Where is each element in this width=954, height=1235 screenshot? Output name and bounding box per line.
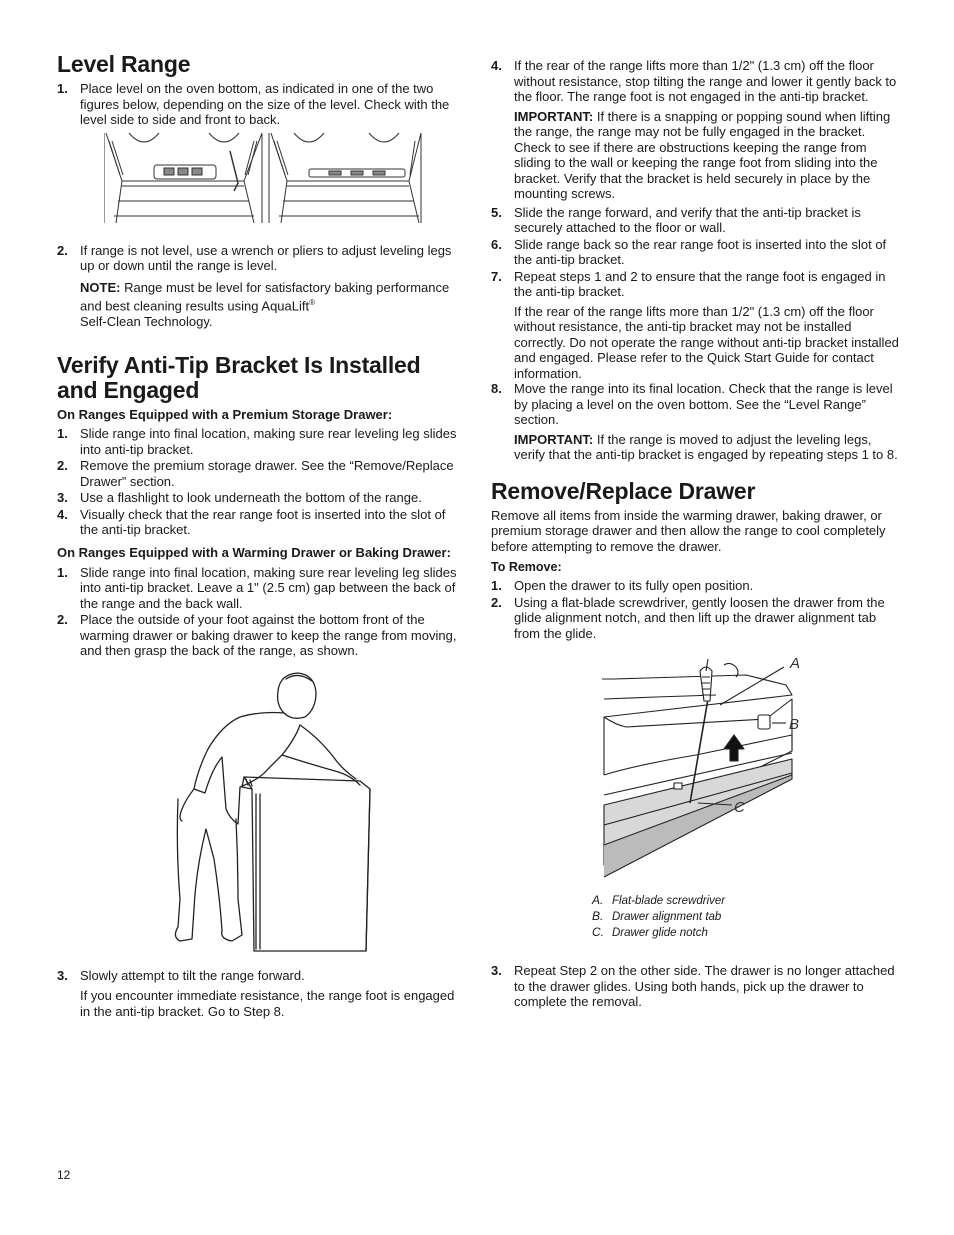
right-column: [491, 58, 901, 1011]
label-c: C: [734, 799, 745, 816]
premium-step-3: 3. Use a flashlight to look underneath the bottom of the range.: [57, 490, 422, 506]
legend-item-b: B. Drawer alignment tab: [592, 909, 722, 923]
label-b: B: [789, 716, 800, 733]
remove-step-2: 2. Using a flat-blade screwdriver, gently loosen the drawer from the glide alignment notch, and then lift up the drawer alignment tab from the glide.: [491, 594, 885, 641]
torso-outline: [194, 712, 300, 824]
tilt-step-7-note: If the rear of the range lifts more than 1/2" (1.3 cm) off the floor without resistance, the anti-tip bracket may not be installed correctly. Do not operate the range without anti-tip bracket installed and engaged. Please refer to the Quick Start Guide for contact information.: [514, 303, 899, 381]
tilt-step-7: 7. Repeat steps 1 and 2 to ensure that the range foot is engaged in the anti-tip bracket.: [491, 268, 886, 299]
oven-level-figures: [104, 131, 424, 231]
tilt-step-8: 8. Move the range into its final location. Check that the range is level by placing a level on the oven bottom. See the “Level Range” section.: [491, 381, 893, 427]
oven-level-figure-large: [269, 133, 421, 223]
premium-drawer-heading: On Ranges Equipped with a Premium Storage Drawer:: [57, 407, 393, 423]
premium-step-1: 1. Slide range into final location, making sure rear leveling leg slides into anti-tip bracket.: [57, 426, 457, 457]
important-note-2: IMPORTANT: If the range is moved to adjust the leveling legs, verify that the anti-tip bracket is engaged by repeating steps 1 to 8.: [514, 431, 898, 462]
remove-drawer-intro: Remove all items from inside the warming drawer, baking drawer, or premium storage drawer and then allow the range to cool completely before attempting to remove the drawer.: [491, 507, 886, 554]
remove-step-1: 1. Open the drawer to its fully open position.: [491, 578, 754, 593]
figure-legend: [592, 893, 901, 941]
page-number: 12: [57, 1168, 71, 1182]
drawer-removal-illustration: [596, 655, 826, 885]
warming-drawer-heading: On Ranges Equipped with a Warming Drawer or Baking Drawer:: [57, 544, 451, 560]
premium-step-2: 2. Remove the premium storage drawer. See the “Remove/Replace Drawer” section.: [57, 458, 454, 489]
legend-item-c: C. Drawer glide notch: [592, 925, 708, 939]
remove-drawer-heading: Remove/Replace Drawer: [491, 477, 756, 504]
tilt-step-5: 5. Slide the range forward, and verify that the anti-tip bracket is securely attached to the floor or wall.: [491, 204, 861, 235]
premium-step-4: 4. Visually check that the rear range foot is inserted into the slot of the anti-tip bracket.: [57, 506, 446, 538]
warming-step-1: 1. Slide range into final location, making sure rear leveling leg slides into anti-tip bracket. Leave a 1" (2.5 cm) gap between the back of the range and the back wall.: [57, 564, 457, 611]
level-range-heading: Level Range: [57, 51, 191, 77]
tilt-step-3-note: If you encounter immediate resistance, the range foot is engaged in the anti-tip bracket. Go to Step 8.: [80, 988, 455, 1019]
to-remove-heading: To Remove:: [491, 560, 562, 574]
legend-item-a: A. Flat-blade screwdriver: [592, 893, 726, 907]
level-note: NOTE: Range must be level for satisfactory baking performance and best cleaning results using AquaLift® Self-Clean Technology.: [80, 279, 450, 329]
anti-tip-heading: Verify Anti-Tip Bracket Is Installed and Engaged: [57, 352, 421, 404]
up-arrow: [724, 735, 744, 761]
range-outline: [244, 777, 370, 951]
oven-level-figure-small: [104, 133, 262, 223]
left-column: [57, 52, 457, 1019]
level-step-1: 1. Place level on the oven bottom, as indicated in one of the two figures below, depending on the size of the level. Check with the level side to side and front to back.: [57, 81, 450, 127]
tilt-step-3: 3. Slowly attempt to tilt the range forward.: [57, 967, 305, 983]
alignment-tab-shape: [758, 715, 770, 729]
important-note-1: IMPORTANT: If there is a snapping or popping sound when lifting the range, the range may not be fully engaged in the bracket. Check to see if there are obstructions keeping the range from sliding to the wall or keeping the range foot from sliding into the bracket. Verify that the bracket is held securely in place by the mounting screws.: [514, 108, 891, 201]
label-a: A: [790, 655, 801, 672]
tilt-step-6: 6. Slide range back so the rear range foot is inserted into the slot of the anti-tip bracket.: [491, 236, 887, 267]
legs-outline: [175, 799, 242, 941]
remove-step-3: 3. Repeat Step 2 on the other side. The drawer is no longer attached to the drawer glides. Using both hands, pick up the drawer to complete the removal.: [491, 963, 895, 1009]
warming-step-2: 2. Place the outside of your foot against the bottom front of the warming drawer or baking drawer to keep the range from moving, and then grasp the back of the range, as shown.: [57, 612, 457, 659]
person-tilting-range-illustration: [160, 669, 380, 954]
level-step-2: 2. If range is not level, use a wrench or pliers to adjust leveling legs up or down until the range is level.: [57, 242, 452, 273]
tilt-step-4: 4. If the rear of the range lifts more than 1/2" (1.3 cm) off the floor without resistance, stop tilting the range and lower it gently back to the floor. The range foot is not engaged in the anti-tip bracket.: [491, 58, 897, 104]
